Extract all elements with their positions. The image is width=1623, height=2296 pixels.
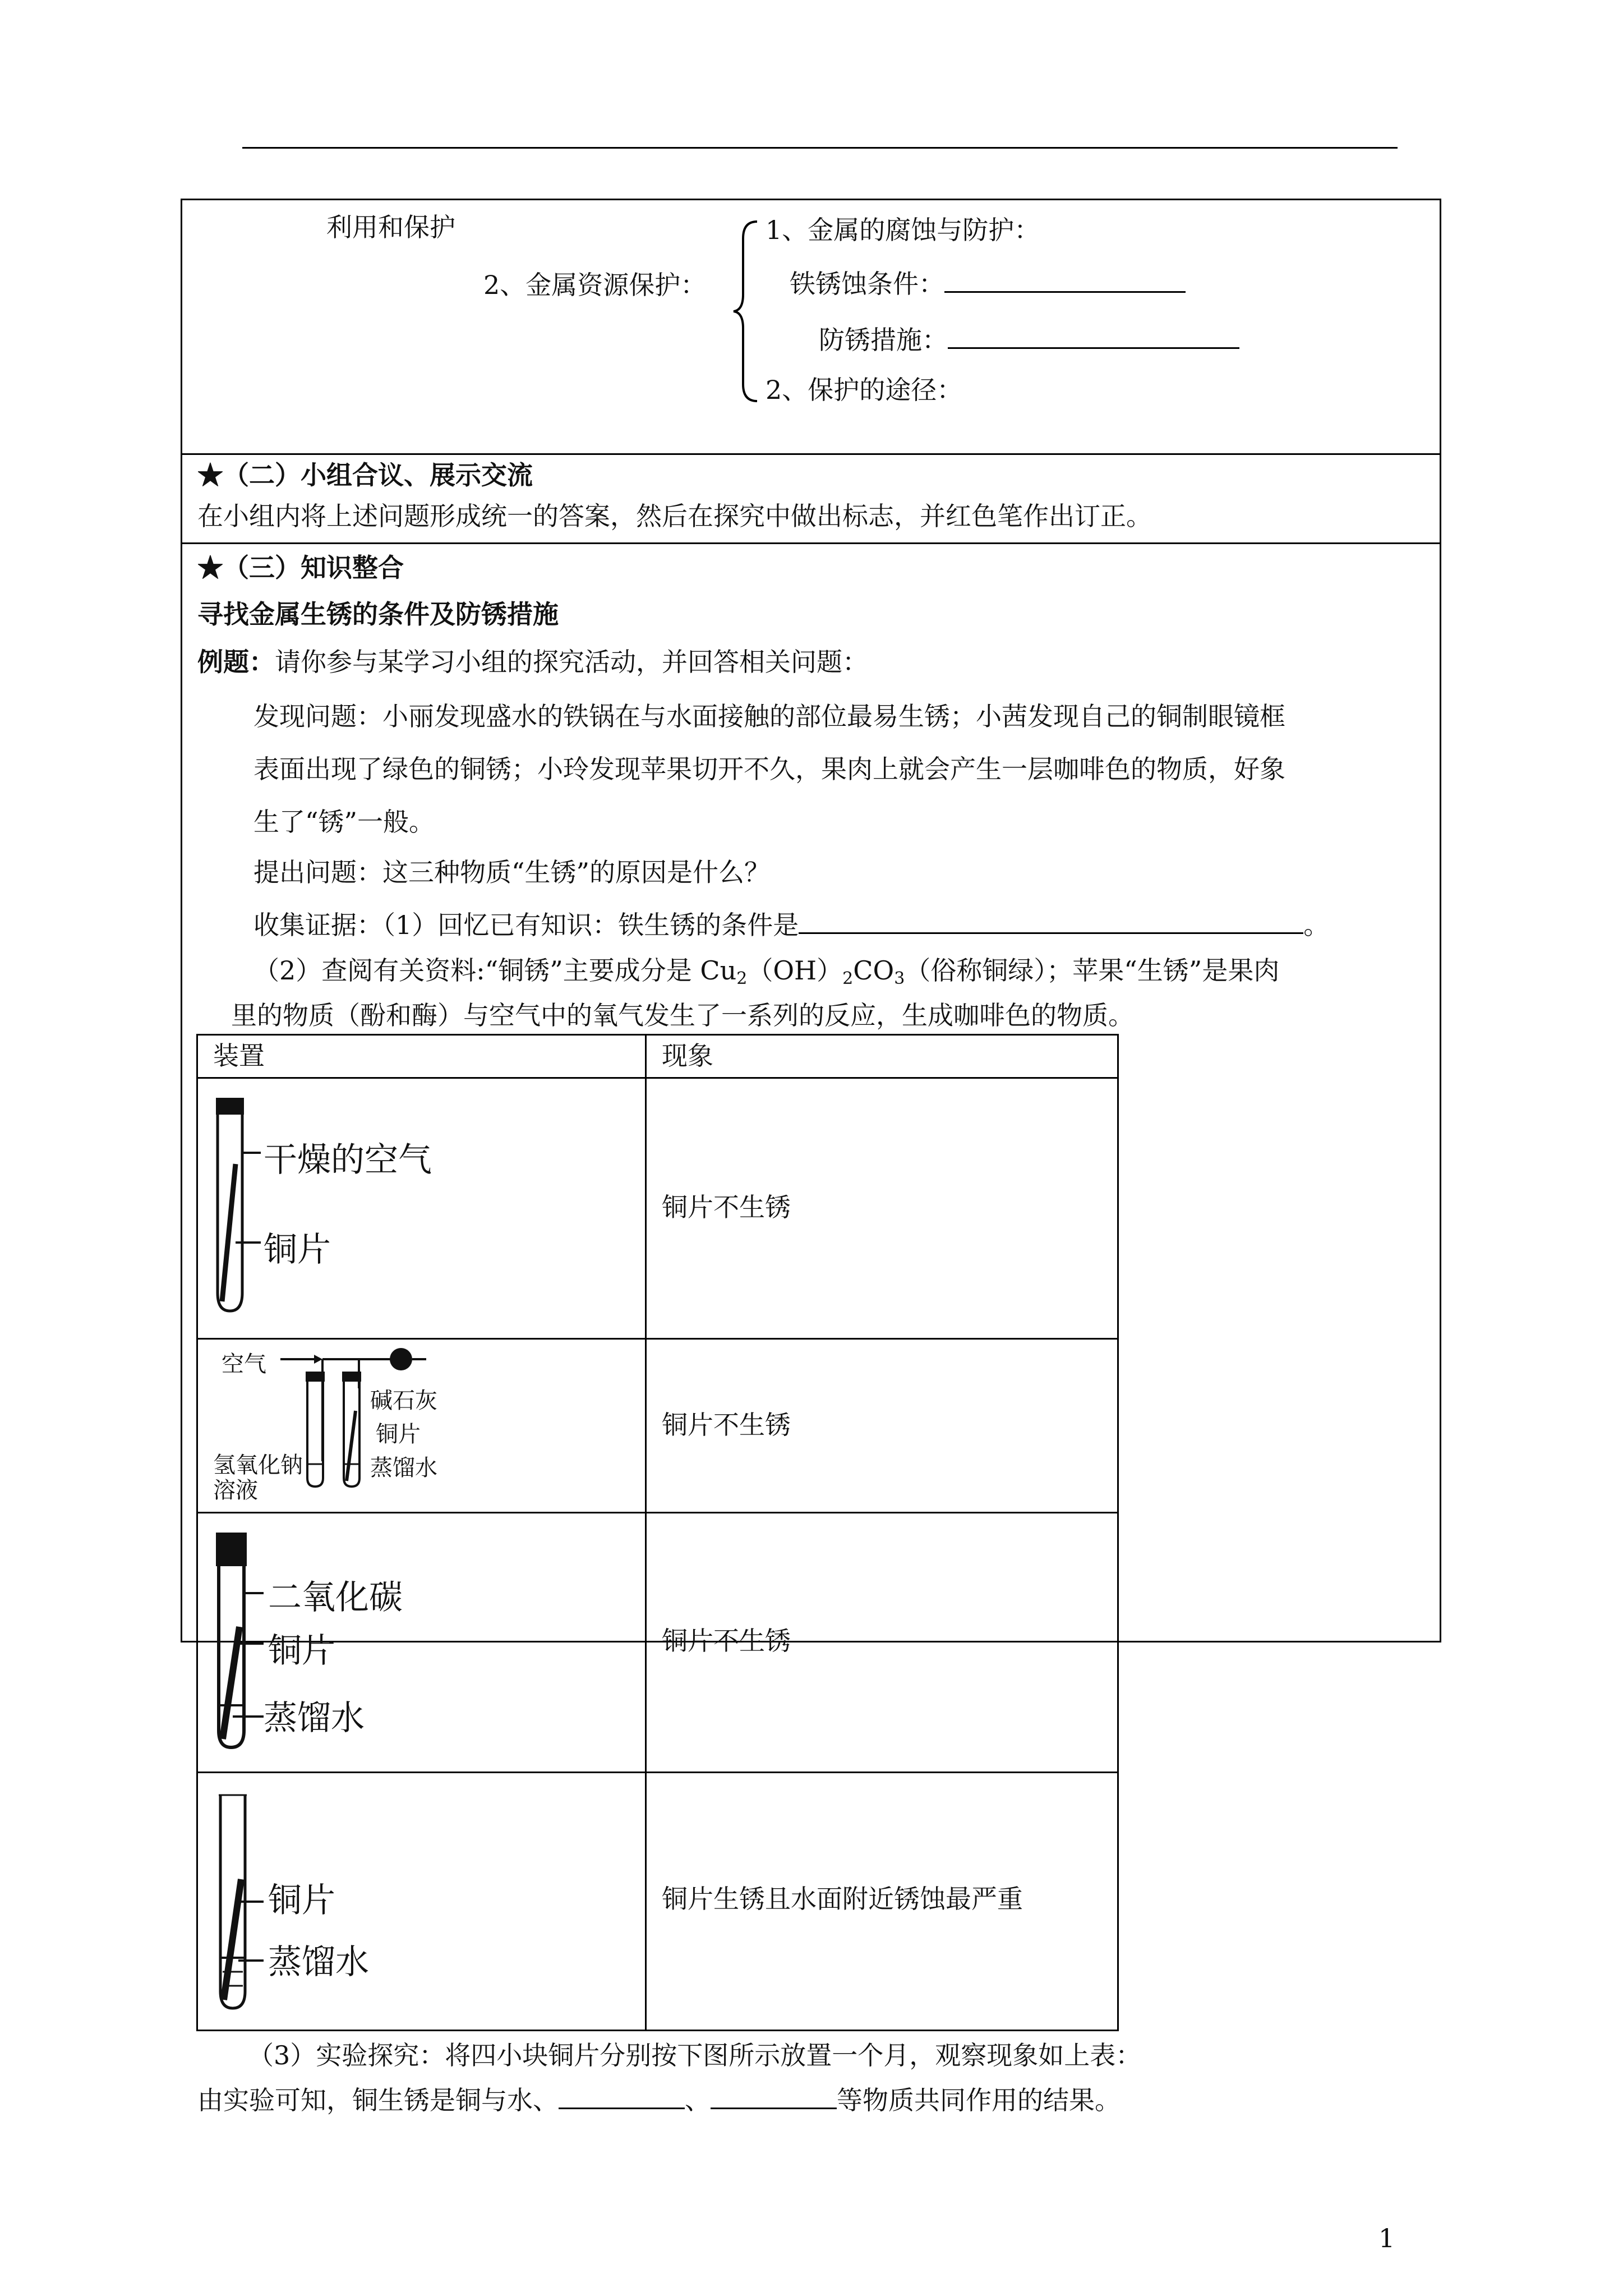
discover-line: 发现问题：小丽发现盛水的铁锅在与水面接触的部位最易生锈；小茜发现自己的铜制眼镜框 [253,701,1285,731]
discover-line: 生了“锈”一般。 [253,807,435,837]
label-copper: 铜片 [268,1881,335,1920]
subscript: 2 [736,969,748,988]
answer-blank[interactable] [944,266,1186,293]
test-tube-co2-diagram [210,1531,272,1756]
conclusion-text: 等物质共同作用的结果。 [837,2085,1121,2115]
period: 。 [1303,910,1330,940]
rust-prevention [819,323,1239,357]
evidence-text: （俗称铜绿）；苹果“生锈”是果肉 [905,955,1280,986]
rust-condition [790,266,1186,301]
evidence-line-3: 里的物质（酚和酶）与空气中的氧气发生了一系列的反应，生成咖啡色的物质。 [231,1000,1134,1030]
label-copper: 铜片 [268,1631,335,1671]
curly-brace [729,216,763,407]
example-text: 请你参与某学习小组的探究活动，并回答相关问题： [275,647,868,677]
label-copper: 铜片 [264,1230,331,1269]
section-body: 在小组内将上述问题形成统一的答案，然后在探究中做出标志，并红色笔作出订正。 [197,501,1152,531]
section-title: 利用和保护 [326,212,455,242]
evidence-line-2 [253,954,1279,996]
subscript: 2 [842,969,854,988]
label-soda-lime: 碱石灰 [370,1388,437,1414]
answer-blank[interactable] [559,2083,685,2109]
evidence-text: CO [853,955,895,986]
answer-blank[interactable] [799,908,1303,934]
example-label: 例题： [197,647,275,677]
page-number: 1 [1378,2223,1395,2253]
phenomenon-text: 铜片生锈且水面附近锈蚀最严重 [662,1884,1023,1914]
example-line [197,645,868,679]
subscript: 3 [894,969,905,988]
item-corrosion: 1、金属的腐蚀与防护： [766,215,1040,245]
rust-prevention-label: 防锈措施： [819,325,948,355]
phenomenon-text: 铜片不生锈 [662,1626,791,1656]
header-rule [242,147,1398,149]
evidence-text: 收集证据：（1）回忆已有知识：铁生锈的条件是 [253,910,799,940]
branch-label: 2、金属资源保护： [483,270,707,300]
header-phenomenon: 现象 [662,1041,713,1071]
conclusion-text: 、 [685,2085,711,2115]
label-copper: 铜片 [376,1421,421,1447]
phenomenon-text: 铜片不生锈 [662,1192,791,1222]
evidence-text: （2）查阅有关资料:“铜锈”主要成分是 Cu [253,955,737,986]
phenomenon-text: 铜片不生锈 [662,1410,791,1440]
evidence-text: （OH） [747,955,843,986]
section-heading: ★（三）知识整合 [197,553,404,583]
label-dry-air: 干燥的空气 [264,1140,432,1180]
conclusion-text: 由实验可知，铜生锈是铜与水、 [197,2085,559,2115]
item-protection-ways: 2、保护的途径： [766,375,963,405]
test-tube-dry-air-diagram [208,1097,269,1321]
evidence-line-1 [253,908,1329,942]
discover-line: 表面出现了绿色的铜锈；小玲发现苹果切开不久，果肉上就会产生一层咖啡色的物质，好象 [253,754,1285,784]
answer-blank[interactable] [711,2083,837,2109]
label-solution: 溶液 [213,1478,258,1503]
section-heading: ★（二）小组合议、展示交流 [197,460,533,490]
label-distilled-water: 蒸馏水 [370,1455,437,1481]
section-subheading: 寻找金属生锈的条件及防锈措施 [197,599,559,629]
experiment-line: （3）实验探究：将四小块铜片分别按下图所示放置一个月，观察现象如上表： [248,2040,1142,2070]
test-tube-open-water-diagram [210,1792,272,2017]
conclusion-line [197,2083,1121,2117]
label-distilled-water: 蒸馏水 [264,1699,365,1738]
rust-condition-label: 铁锈蚀条件： [790,269,944,299]
label-co2: 二氧化碳 [268,1578,403,1617]
label-naoh: 氢氧化钠 [213,1452,303,1478]
label-distilled-water: 蒸馏水 [268,1943,369,1982]
header-apparatus: 装置 [213,1041,265,1071]
question-line: 提出问题：这三种物质“生锈”的原因是什么？ [253,857,771,887]
label-air: 空气 [222,1351,266,1377]
answer-blank[interactable] [948,323,1239,349]
